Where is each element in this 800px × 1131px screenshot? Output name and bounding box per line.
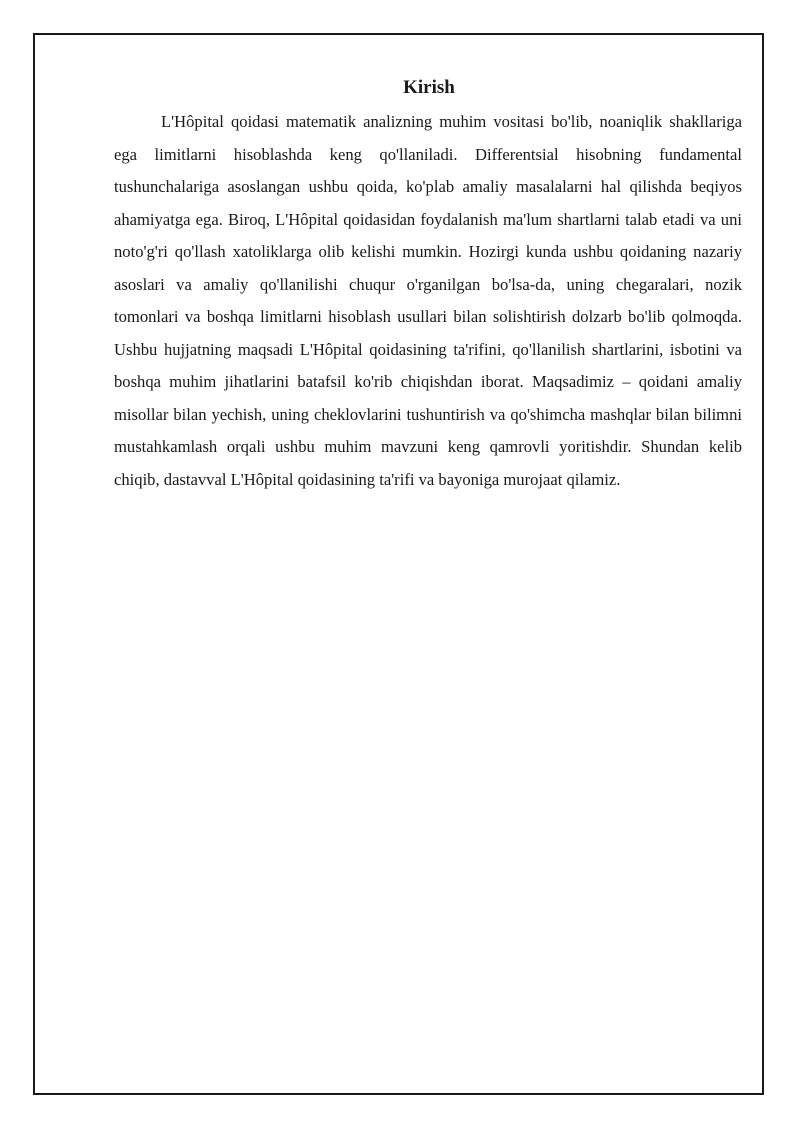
section-title: Kirish [403,77,455,98]
document-body [114,72,742,496]
intro-paragraph: L'Hôpital qoidasi matematik analizning muhim vositasi bo'lib, noaniqlik shakllariga ega limitlarni hisoblashda keng qo'llaniladi. Differentsial hisobning fundamental tushunchalariga asoslangan ushbu qoida, ko'plab amaliy masalalarni hal qilishda beqiyos ahamiyatga ega. Biroq, L'Hôpital qoidasidan foydalanish ma'lum shartlarni talab etadi va uni noto'g'ri qo'llash xatoliklarga olib kelishi mumkin. Hozirgi kunda ushbu qoidaning nazariy asoslari va amaliy qo'llanilishi chuqur o'rganilgan bo'lsa-da, uning chegaralari, nozik tomonlari va boshqa limitlarni hisoblash usullari bilan solishtirish dolzarb bo'lib qolmoqda. Ushbu hujjatning maqsadi L'Hôpital qoidasining ta'rifini, qo'llanilish shartlarini, isbotini va boshqa muhim jihatlarini batafsil ko'rib chiqishdan iborat. Maqsadimiz – qoidani amaliy misollar bilan yechish, uning cheklovlarini tushuntirish va qo'shimcha mashqlar bilan bilimni mustahkamlash orqali ushbu muhim mavzuni keng qamrovli yoritishdir. Shundan kelib chiqib, dastavval L'Hôpital qoidasining ta'rifi va bayoniga murojaat qilamiz. [114,112,742,489]
